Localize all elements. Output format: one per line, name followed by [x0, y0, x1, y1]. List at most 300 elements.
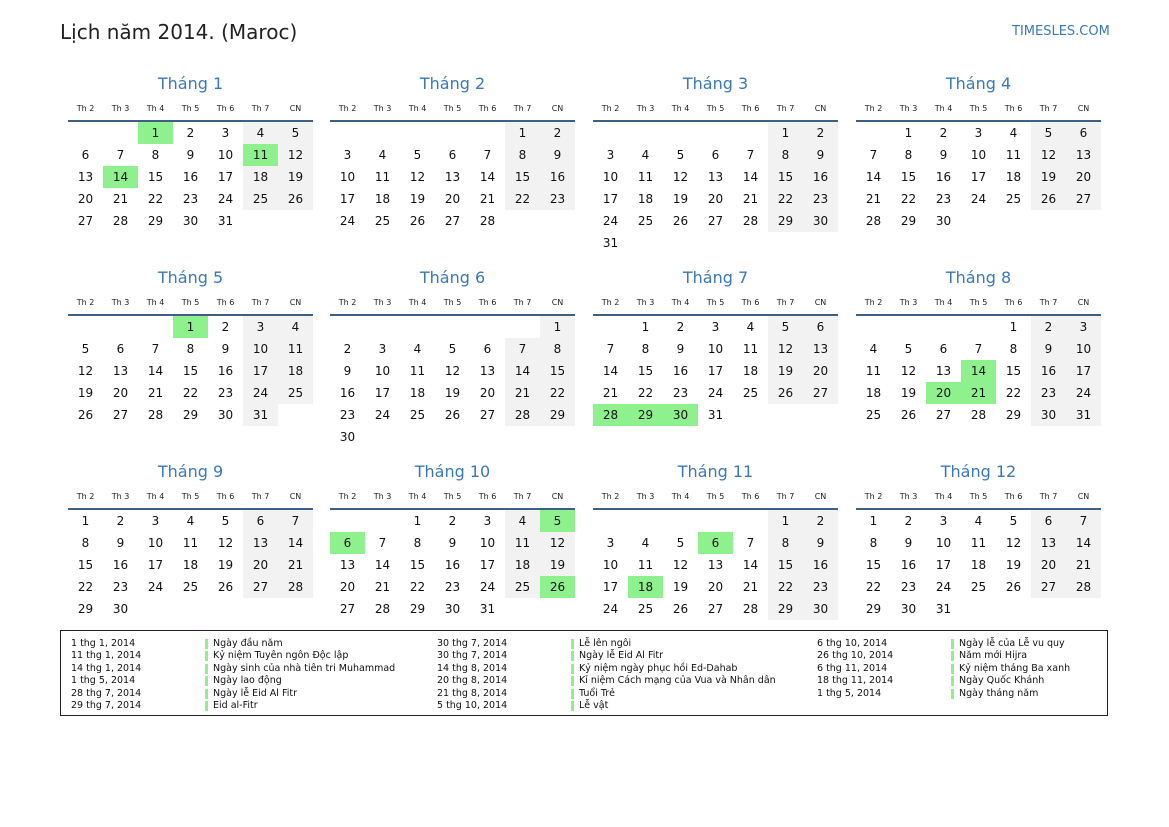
day-cell: 22 [768, 188, 803, 210]
day-cell: 9 [803, 532, 838, 554]
day-cell: 10 [217, 148, 234, 162]
day-cell: 15 [768, 554, 803, 576]
day-cell: 12 [1005, 536, 1022, 550]
weekday-label: Th 4 [408, 104, 427, 113]
holiday-cell: 14 [961, 360, 996, 382]
day-cell: 7 [151, 342, 160, 356]
month-block [68, 74, 313, 259]
day-cell: 19 [409, 192, 426, 206]
day-cell: 20 [803, 360, 838, 382]
weekday-label: Th 6 [1004, 298, 1023, 307]
day-cell: 26 [217, 580, 234, 594]
day-cell: 7 [278, 510, 313, 532]
day-cell: 10 [935, 536, 952, 550]
day-cell: 24 [243, 382, 278, 404]
day-cell: 27 [112, 408, 129, 422]
day-cell: 26 [1005, 580, 1022, 594]
day-cell: 27 [803, 382, 838, 404]
day-cell: 7 [116, 148, 125, 162]
day-cell: 13 [707, 170, 724, 184]
day-cell: 16 [217, 364, 234, 378]
day-cell: 16 [112, 558, 129, 572]
month-block [68, 268, 313, 453]
day-cell: 18 [505, 554, 540, 576]
day-cell: 2 [904, 514, 913, 528]
day-cell: 29 [900, 214, 917, 228]
day-cell: 8 [869, 536, 878, 550]
day-cell: 7 [746, 536, 755, 550]
weekday-label: Th 3 [373, 104, 392, 113]
day-cell: 22 [77, 580, 94, 594]
month-block [330, 268, 575, 453]
month-name: Tháng 6 [419, 268, 486, 287]
legend-item [817, 663, 1117, 675]
day-cell: 25 [278, 382, 313, 404]
day-cell: 23 [672, 386, 689, 400]
weekday-label: Th 7 [776, 492, 795, 501]
weekday-label: Th 4 [146, 298, 165, 307]
holiday-marker [951, 689, 954, 699]
holiday-marker [205, 664, 208, 674]
day-cell: 17 [243, 360, 278, 382]
day-cell: 17 [602, 192, 619, 206]
day-cell: 27 [707, 214, 724, 228]
day-cell: 1 [1009, 320, 1018, 334]
weekday-label: Th 3 [373, 492, 392, 501]
day-cell: 17 [1066, 360, 1101, 382]
day-cell: 15 [182, 364, 199, 378]
weekday-label: Th 2 [338, 298, 357, 307]
weekday-label: CN [1077, 298, 1090, 307]
month-name: Tháng 10 [414, 462, 491, 481]
day-cell: 12 [768, 338, 803, 360]
weekday-label: Th 2 [76, 492, 95, 501]
day-cell: 28 [374, 602, 391, 616]
day-cell: 24 [970, 192, 987, 206]
day-cell: 28 [742, 602, 759, 616]
legend-item [437, 663, 737, 675]
day-cell: 13 [77, 170, 94, 184]
day-cell: 31 [1066, 404, 1101, 426]
day-cell: 17 [339, 192, 356, 206]
weekday-label: CN [551, 492, 564, 501]
weekday-header [330, 492, 575, 504]
day-cell: 5 [1031, 122, 1066, 144]
weekday-label: Th 5 [706, 104, 725, 113]
day-cell: 22 [182, 386, 199, 400]
legend-date: 14 thg 8, 2014 [437, 662, 508, 674]
day-cell: 11 [1005, 148, 1022, 162]
legend-item [71, 638, 371, 650]
day-cell: 31 [602, 236, 619, 250]
day-cell: 6 [116, 342, 125, 356]
day-cell: 24 [147, 580, 164, 594]
weekday-label: Th 5 [443, 104, 462, 113]
holiday-marker [571, 664, 574, 674]
site-link[interactable]: TIMESLES.COM [1012, 24, 1110, 39]
day-cell: 3 [974, 126, 983, 140]
day-cell: 13 [935, 364, 952, 378]
weekday-label: Th 3 [373, 298, 392, 307]
holiday-cell: 14 [103, 166, 138, 188]
day-cell: 15 [637, 364, 654, 378]
weekday-label: Th 5 [181, 492, 200, 501]
day-cell: 2 [803, 510, 838, 532]
day-cell: 20 [112, 386, 129, 400]
day-cell: 26 [672, 214, 689, 228]
month-block [330, 462, 575, 647]
weekday-label: Th 4 [671, 492, 690, 501]
weekday-label: Th 2 [601, 492, 620, 501]
day-cell: 3 [606, 536, 615, 550]
day-cell: 22 [409, 580, 426, 594]
day-cell: 30 [217, 408, 234, 422]
legend-item [71, 662, 396, 675]
day-cell: 9 [343, 364, 352, 378]
day-cell: 6 [243, 510, 278, 532]
weekday-label: Th 4 [408, 492, 427, 501]
day-cell: 21 [1066, 554, 1101, 576]
day-cell: 18 [637, 192, 654, 206]
legend-holiday-name: Kỉ niệm Cách mạng của Vua và Nhân dân [579, 675, 776, 687]
weekday-label: Th 7 [513, 492, 532, 501]
day-cell: 24 [1066, 382, 1101, 404]
month-block [856, 74, 1101, 259]
legend-date: 1 thg 5, 2014 [817, 687, 882, 699]
day-cell: 31 [935, 602, 952, 616]
day-cell: 30 [935, 214, 952, 228]
day-cell: 20 [707, 580, 724, 594]
day-cell: 6 [81, 148, 90, 162]
day-cell: 27 [479, 408, 496, 422]
day-cell: 28 [1066, 576, 1101, 598]
day-cell: 11 [505, 532, 540, 554]
day-cell: 14 [505, 360, 540, 382]
day-cell: 4 [746, 320, 755, 334]
weekday-label: Th 2 [338, 492, 357, 501]
day-cell: 23 [540, 188, 575, 210]
day-cell: 6 [939, 342, 948, 356]
weekday-header [856, 492, 1101, 504]
day-cell: 30 [444, 602, 461, 616]
day-cell: 18 [970, 558, 987, 572]
day-cell: 7 [505, 338, 540, 360]
day-cell: 10 [707, 342, 724, 356]
day-cell: 12 [672, 558, 689, 572]
day-cell: 10 [970, 148, 987, 162]
legend-holiday-name: Ngày đầu năm [213, 638, 283, 649]
day-cell: 15 [900, 170, 917, 184]
weekday-label: Th 6 [216, 104, 235, 113]
legend-holiday-name: Ngày Quốc Khánh [959, 675, 1045, 687]
page-title: Lịch năm 2014. (Maroc) [60, 20, 298, 44]
weekday-label: Th 4 [146, 492, 165, 501]
day-cell: 9 [939, 148, 948, 162]
legend-item [817, 638, 1117, 650]
day-cell: 30 [803, 210, 838, 232]
day-cell: 17 [970, 170, 987, 184]
day-cell: 22 [540, 382, 575, 404]
legend-holiday-name: Kỷ niệm tháng Ba xanh [959, 662, 1071, 674]
day-cell: 5 [676, 536, 685, 550]
day-cell: 19 [1031, 166, 1066, 188]
day-cell: 6 [1066, 122, 1101, 144]
holiday-cell: 6 [698, 532, 733, 554]
weekday-label: CN [289, 492, 302, 501]
weekday-header [68, 104, 313, 116]
day-cell: 11 [182, 536, 199, 550]
day-cell: 30 [803, 598, 838, 620]
day-cell: 10 [1066, 338, 1101, 360]
weekday-header [330, 298, 575, 310]
day-cell: 12 [444, 364, 461, 378]
day-cell: 30 [1031, 404, 1066, 426]
weekday-label: Th 3 [636, 298, 655, 307]
legend-holiday-name: Tuổi Trẻ [579, 687, 616, 699]
day-cell: 16 [1031, 360, 1066, 382]
day-cell: 26 [409, 214, 426, 228]
day-cell: 15 [505, 166, 540, 188]
day-cell: 2 [939, 126, 948, 140]
legend-item [437, 700, 737, 712]
day-cell: 9 [803, 144, 838, 166]
day-cell: 14 [147, 364, 164, 378]
day-cell: 29 [77, 602, 94, 616]
day-cell: 27 [1031, 576, 1066, 598]
day-cell: 25 [637, 214, 654, 228]
holiday-cell: 28 [593, 404, 628, 426]
day-cell: 26 [672, 602, 689, 616]
day-cell: 9 [676, 342, 685, 356]
day-cell: 20 [77, 192, 94, 206]
day-cell: 1 [540, 316, 575, 338]
day-cell: 28 [505, 404, 540, 426]
day-cell: 4 [641, 536, 650, 550]
day-cell: 5 [278, 122, 313, 144]
day-cell: 21 [505, 382, 540, 404]
day-cell: 8 [1009, 342, 1018, 356]
header-divider [330, 314, 575, 316]
weekday-label: Th 3 [111, 298, 130, 307]
day-cell: 23 [182, 192, 199, 206]
day-cell: 19 [540, 554, 575, 576]
holiday-cell: 20 [926, 382, 961, 404]
weekday-label: Th 5 [443, 492, 462, 501]
month-name: Tháng 5 [157, 268, 224, 287]
legend-date: 11 thg 1, 2014 [71, 650, 142, 662]
legend-date: 28 thg 7, 2014 [71, 687, 142, 699]
day-cell: 2 [221, 320, 230, 334]
day-cell: 25 [182, 580, 199, 594]
day-cell: 27 [444, 214, 461, 228]
day-cell: 2 [1031, 316, 1066, 338]
day-cell: 29 [1005, 408, 1022, 422]
weekday-header [856, 104, 1101, 116]
day-cell: 1 [904, 126, 913, 140]
holiday-marker [951, 676, 954, 686]
day-cell: 24 [935, 580, 952, 594]
day-cell: 29 [540, 404, 575, 426]
day-cell: 17 [374, 386, 391, 400]
weekday-label: Th 2 [76, 298, 95, 307]
day-cell: 9 [904, 536, 913, 550]
legend-item [71, 688, 371, 700]
legend-date: 6 thg 11, 2014 [817, 662, 888, 674]
day-cell: 14 [742, 558, 759, 572]
weekday-label: Th 7 [251, 492, 270, 501]
day-cell: 4 [278, 316, 313, 338]
legend-item [817, 688, 1117, 700]
day-cell: 20 [707, 192, 724, 206]
weekday-label: Th 2 [864, 104, 883, 113]
legend-item [437, 650, 737, 662]
day-cell: 29 [409, 602, 426, 616]
day-cell: 2 [803, 122, 838, 144]
day-cell: 3 [243, 316, 278, 338]
day-cell: 26 [444, 408, 461, 422]
day-cell: 21 [865, 192, 882, 206]
weekday-label: Th 7 [776, 298, 795, 307]
day-cell: 12 [278, 144, 313, 166]
day-cell: 19 [1005, 558, 1022, 572]
day-cell: 10 [339, 170, 356, 184]
month-name: Tháng 2 [419, 74, 486, 93]
day-cell: 17 [935, 558, 952, 572]
day-cell: 3 [378, 342, 387, 356]
legend-holiday-name: Kỷ niệm ngày phục hồi Ed-Dahab [579, 662, 738, 674]
day-cell: 3 [1066, 316, 1101, 338]
weekday-label: Th 7 [251, 104, 270, 113]
day-cell: 1 [768, 122, 803, 144]
day-cell: 27 [243, 576, 278, 598]
weekday-label: Th 3 [636, 104, 655, 113]
day-cell: 15 [1005, 364, 1022, 378]
holiday-marker [205, 701, 208, 711]
weekday-label: Th 7 [776, 104, 795, 113]
day-cell: 6 [803, 316, 838, 338]
month-block [593, 462, 838, 647]
day-cell: 2 [343, 342, 352, 356]
weekday-label: Th 6 [478, 298, 497, 307]
weekday-label: CN [814, 298, 827, 307]
day-cell: 29 [865, 602, 882, 616]
weekday-label: Th 6 [741, 492, 760, 501]
day-cell: 14 [742, 170, 759, 184]
holiday-marker [571, 676, 574, 686]
day-cell: 22 [768, 576, 803, 598]
day-cell: 13 [1031, 532, 1066, 554]
day-cell: 13 [707, 558, 724, 572]
weekday-label: Th 6 [1004, 104, 1023, 113]
legend-item [817, 675, 1117, 687]
day-cell: 8 [540, 338, 575, 360]
day-cell: 27 [707, 602, 724, 616]
month-name: Tháng 8 [945, 268, 1012, 287]
legend-holiday-name: Ngày lao động [213, 675, 282, 687]
day-cell: 22 [505, 188, 540, 210]
day-cell: 5 [904, 342, 913, 356]
day-cell: 24 [339, 214, 356, 228]
holiday-marker [571, 651, 574, 661]
weekday-label: CN [1077, 492, 1090, 501]
day-cell: 16 [935, 170, 952, 184]
holiday-cell: 11 [243, 144, 278, 166]
month-name: Tháng 9 [157, 462, 224, 481]
day-cell: 12 [217, 536, 234, 550]
day-cell: 2 [676, 320, 685, 334]
weekday-label: Th 6 [216, 298, 235, 307]
legend-column [437, 638, 776, 712]
legend-column [71, 638, 396, 712]
month-block [593, 74, 838, 259]
holiday-marker [205, 639, 208, 649]
day-cell: 30 [339, 430, 356, 444]
month-name: Tháng 3 [682, 74, 749, 93]
holiday-marker [571, 639, 574, 649]
weekday-header [593, 298, 838, 310]
day-cell: 25 [505, 576, 540, 598]
day-cell: 9 [540, 144, 575, 166]
day-cell: 12 [540, 532, 575, 554]
day-cell: 22 [900, 192, 917, 206]
day-cell: 12 [1031, 144, 1066, 166]
legend-holiday-name: Ngày lễ Eid Al Fitr [213, 687, 297, 699]
day-cell: 9 [1031, 338, 1066, 360]
weekday-label: Th 7 [1039, 298, 1058, 307]
day-cell: 9 [221, 342, 230, 356]
day-cell: 11 [970, 536, 987, 550]
weekday-label: CN [1077, 104, 1090, 113]
weekday-label: Th 5 [706, 492, 725, 501]
holiday-cell: 5 [540, 510, 575, 532]
day-cell: 10 [147, 536, 164, 550]
day-cell: 19 [768, 360, 803, 382]
day-cell: 5 [81, 342, 90, 356]
weekday-label: Th 4 [671, 104, 690, 113]
day-cell: 7 [869, 148, 878, 162]
day-cell: 28 [970, 408, 987, 422]
day-cell: 31 [243, 404, 278, 426]
day-cell: 17 [147, 558, 164, 572]
day-cell: 12 [900, 364, 917, 378]
day-cell: 3 [939, 514, 948, 528]
legend-date: 18 thg 11, 2014 [817, 675, 894, 687]
day-cell: 5 [413, 148, 422, 162]
legend-holiday-name: Năm mới Hijra [959, 650, 1028, 662]
weekday-label: CN [289, 104, 302, 113]
day-cell: 3 [221, 126, 230, 140]
day-cell: 21 [147, 386, 164, 400]
weekday-label: Th 4 [934, 104, 953, 113]
day-cell: 29 [768, 210, 803, 232]
day-cell: 4 [974, 514, 983, 528]
day-cell: 23 [112, 580, 129, 594]
day-cell: 21 [602, 386, 619, 400]
day-cell: 15 [865, 558, 882, 572]
weekday-label: Th 2 [864, 298, 883, 307]
day-cell: 2 [540, 122, 575, 144]
day-cell: 16 [900, 558, 917, 572]
month-name: Tháng 11 [677, 462, 754, 481]
day-cell: 19 [672, 192, 689, 206]
legend-date: 30 thg 7, 2014 [437, 638, 508, 649]
day-cell: 9 [448, 536, 457, 550]
day-cell: 1 [768, 510, 803, 532]
day-cell: 24 [374, 408, 391, 422]
day-cell: 22 [1005, 386, 1022, 400]
weekday-label: Th 7 [251, 298, 270, 307]
day-cell: 10 [602, 558, 619, 572]
